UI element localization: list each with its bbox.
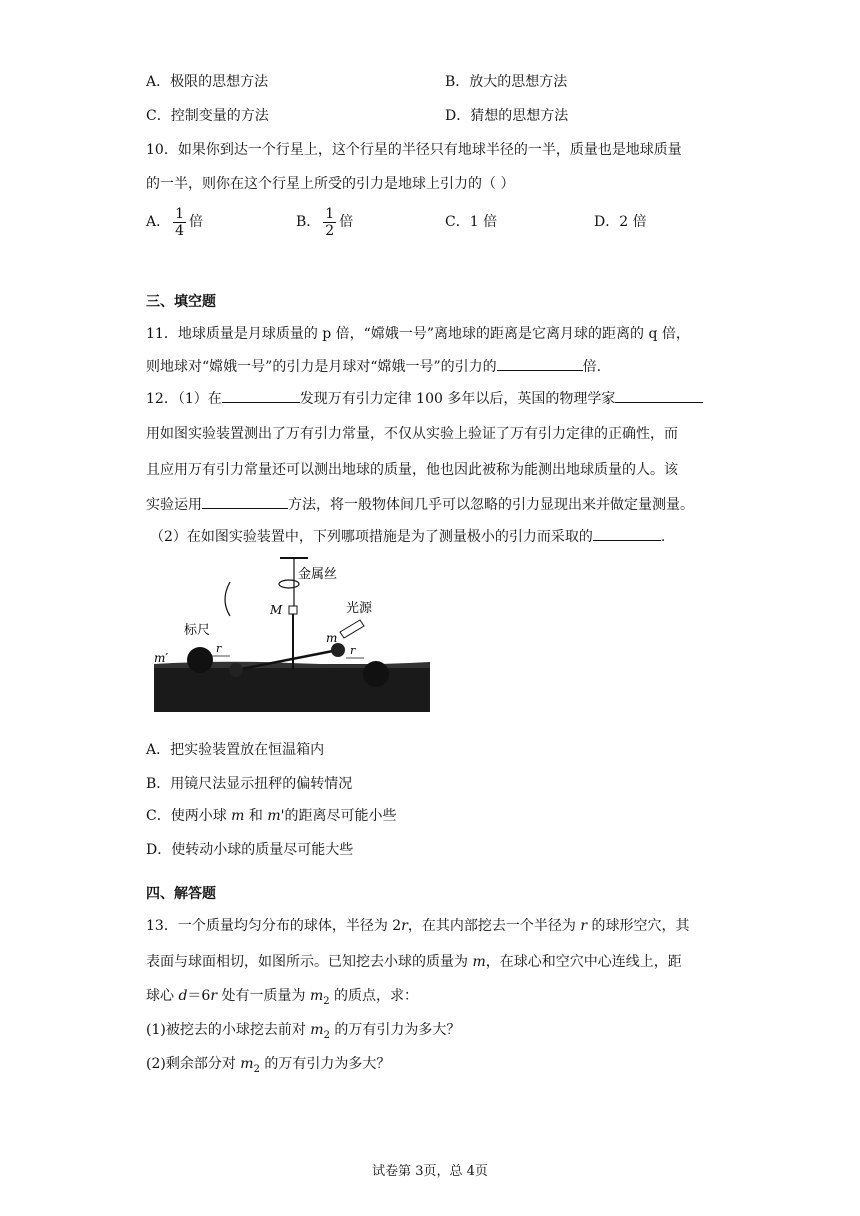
q12-part2-text: （2）在如图实验装置中，下列哪项措施是为了测量极小的引力而采取的 xyxy=(150,529,593,545)
page-footer: 试卷第 3页，总 4页 xyxy=(372,1164,488,1179)
q13-text: 13．一个质量均匀分布的球体，半径为 2 xyxy=(146,918,402,934)
var-r: r xyxy=(580,918,588,934)
q13-stem-line1 xyxy=(146,916,689,936)
q11-stem-line2 xyxy=(146,356,601,377)
q12-stem-line3: 且应用万有引力常量还可以测出地球的质量，他也因此被称为能测出地球质量的人。该 xyxy=(146,462,678,478)
q13-text: 表面与球面相切，如图所示。已知挖去小球的质量为 xyxy=(146,954,473,970)
q12-blank-method[interactable] xyxy=(202,494,288,509)
var-m2: m xyxy=(310,1022,324,1038)
q12-text: 12．（1）在 xyxy=(146,391,222,407)
q13-part2-text: 的万有引力为多大？ xyxy=(259,1056,391,1072)
scale-label: 标尺 xyxy=(184,623,211,638)
q12-stem-line5 xyxy=(150,526,665,547)
q13-text: 的球形空穴，其 xyxy=(587,918,690,934)
subscript: 2 xyxy=(323,1029,330,1041)
q12-part2-blank[interactable] xyxy=(593,526,661,541)
fraction-denominator: 4 xyxy=(175,222,185,239)
q9-option-a: A．极限的思想方法 xyxy=(146,74,269,90)
q10-option-a-label: A． xyxy=(146,214,171,230)
light-source-icon xyxy=(340,620,364,638)
small-ball-label: m xyxy=(326,631,338,645)
fraction-numerator: 1 xyxy=(325,205,335,222)
q10-option-b xyxy=(296,204,353,240)
fraction-numerator: 1 xyxy=(175,205,185,222)
q12-stem-line4 xyxy=(146,494,694,515)
var-m-prime: m' xyxy=(267,808,285,824)
fraction-one-half xyxy=(323,206,336,239)
q11-text: 则地球对“嫦娥一号”的引力是月球对“嫦娥一号”的引力的 xyxy=(146,359,497,375)
q13-stem-line3 xyxy=(146,986,418,1012)
distance-label-left: r xyxy=(216,642,222,655)
section-heading-fill-in: 三、填空题 xyxy=(146,294,216,310)
q9-option-b: B．放大的思想方法 xyxy=(445,74,568,90)
q13-part1-text: 的万有引力为多大？ xyxy=(329,1022,461,1038)
var-m: m xyxy=(472,954,486,970)
q13-text: ，在其内部挖去一个半径为 xyxy=(407,918,581,934)
q10-option-b-label: B． xyxy=(296,214,321,230)
q12-text: 实验运用 xyxy=(146,497,202,513)
large-ball-left xyxy=(187,647,213,673)
var-m: m xyxy=(231,808,245,824)
wire-label: 金属丝 xyxy=(298,567,338,582)
q10-stem-line1: 10．如果你到达一个行星上，这个行星的半径只有地球半径的一半，质量也是地球质量 xyxy=(146,142,682,158)
q10-stem-line2: 的一半，则你在这个行星上所受的引力是地球上引力的（ ） xyxy=(146,176,515,192)
q12-option-c-text: 的距离尽可能小些 xyxy=(284,808,397,824)
q13-text: ，在球心和空穴中心连线上，距 xyxy=(485,954,682,970)
section-heading-solve: 四、解答题 xyxy=(146,886,216,902)
q12-option-c xyxy=(146,806,396,826)
var-d: d xyxy=(178,988,188,1004)
q13-text: 处有一质量为 xyxy=(217,988,310,1004)
distance-label-right: r xyxy=(350,644,356,657)
small-ball-left xyxy=(229,663,243,677)
light-source-label: 光源 xyxy=(346,601,373,616)
mirror-label: M xyxy=(270,603,283,617)
q13-part2-text: (2)剩余部分对 xyxy=(146,1056,241,1072)
mirror xyxy=(289,606,297,614)
fraction-denominator: 2 xyxy=(325,222,335,239)
q10-option-b-suffix: 倍 xyxy=(339,214,354,230)
large-ball-right xyxy=(363,661,389,687)
var-r: r xyxy=(210,988,218,1004)
light-path-arc xyxy=(225,582,230,616)
q12-option-c-text: C．使两小球 xyxy=(146,808,232,824)
q13-part1-text: (1)被挖去的小球挖去前对 xyxy=(146,1022,311,1038)
q11-answer-blank[interactable] xyxy=(497,356,583,371)
q12-blank-physicist[interactable] xyxy=(615,388,703,403)
q12-text: 发现万有引力定律 100 多年以后，英国的物理学家 xyxy=(299,391,616,407)
q13-part1 xyxy=(146,1020,460,1046)
q12-option-c-text: 和 xyxy=(244,808,268,824)
fraction-one-quarter xyxy=(173,206,186,239)
small-ball-right xyxy=(331,643,345,657)
q12-option-a: A．把实验装置放在恒温箱内 xyxy=(146,742,325,758)
twist-arrow-icon xyxy=(279,580,299,588)
large-ball-label: m′ xyxy=(154,651,169,665)
subscript: 2 xyxy=(253,1063,260,1075)
q11-text-end: 倍. xyxy=(582,359,602,375)
q10-option-c: C．1 倍 xyxy=(445,214,498,230)
q12-blank-scientist[interactable] xyxy=(222,388,300,403)
q13-text: 的质点，求： xyxy=(329,988,419,1004)
torsion-balance-figure xyxy=(150,552,436,712)
q12-text: 方法，将一般物体间几乎可以忽略的引力显现出来并做定量测量。 xyxy=(288,497,694,513)
var-m2: m xyxy=(240,1056,254,1072)
var-r: r xyxy=(401,918,408,934)
q10-option-a-suffix: 倍 xyxy=(189,214,204,230)
subscript: 2 xyxy=(323,995,330,1007)
q11-stem-line1: 11．地球质量是月球质量的 p 倍，“嫦娥一号”离地球的距离是它离月球的距离的 q 倍， xyxy=(146,326,690,342)
q9-option-c: C．控制变量的方法 xyxy=(146,108,269,124)
q10-option-a xyxy=(146,204,203,240)
q12-stem-line2: 用如图实验装置测出了万有引力常量，不仅从实验上验证了万有引力定律的正确性，而 xyxy=(146,426,678,442)
q13-text: ＝6 xyxy=(187,988,211,1004)
q10-option-d: D．2 倍 xyxy=(594,214,647,230)
q9-option-d: D．猜想的思想方法 xyxy=(445,108,569,124)
q13-stem-line2 xyxy=(146,952,682,972)
q12-option-b: B．用镜尺法显示扭秤的偏转情况 xyxy=(146,776,353,792)
q12-part2-end: . xyxy=(660,529,666,545)
var-m2: m xyxy=(309,988,324,1004)
q12-stem-line1 xyxy=(146,388,703,409)
q12-option-d: D．使转动小球的质量尽可能大些 xyxy=(146,842,354,858)
q13-text: 球心 xyxy=(146,988,179,1004)
q13-part2 xyxy=(146,1054,390,1080)
